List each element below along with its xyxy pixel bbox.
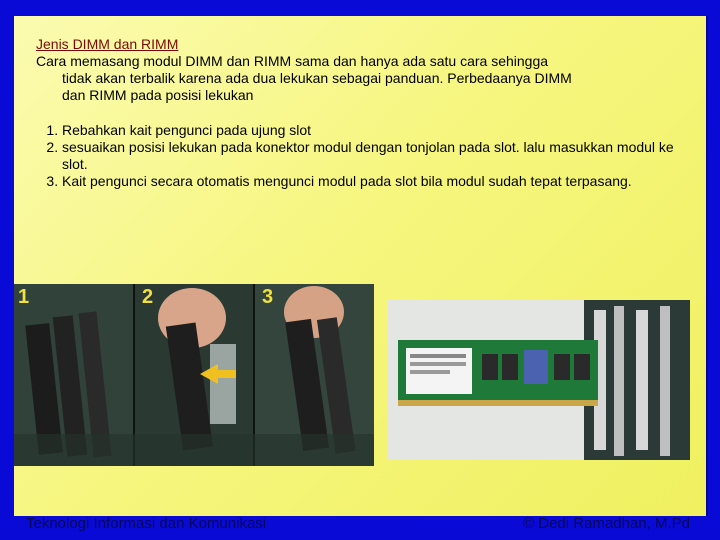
install-step: 2. sesuaikan posisi lekukan pada konektor modul dengan tonjolan pada slot. lalu masukkan modul ke slot. [62, 139, 696, 173]
intro-line-1: Cara memasang modul DIMM dan RIMM sama dan hanya ada satu cara sehingga [36, 53, 549, 69]
intro-line-3: dan RIMM pada posisi lekukan [62, 87, 254, 103]
install-photos [14, 284, 374, 466]
install-photos-image [14, 284, 374, 466]
memory-module-photo [388, 300, 690, 460]
install-step: 3. Kait pengunci secara otomatis mengunci modul pada slot bila modul sudah tepat terpasang. [62, 173, 696, 190]
slide-panel [14, 16, 708, 516]
install-step: 1. Rebahkan kait pengunci pada ujung slot [62, 122, 696, 139]
memory-module-image [388, 300, 690, 460]
footer-author: © Dedi Ramadhan, M.Pd [523, 515, 690, 532]
photo-label-2: 2 [142, 286, 154, 308]
install-steps [36, 122, 696, 190]
slide-text [36, 36, 696, 190]
photo-label-3: 3 [262, 286, 274, 308]
footer-course-title: Teknologi Informasi dan Komunikasi [26, 515, 267, 532]
slide-heading: Jenis DIMM dan RIMM [36, 36, 179, 52]
intro-line-2: tidak akan terbalik karena ada dua lekukan sebagai panduan. Perbedaanya DIMM [62, 70, 572, 86]
photo-label-1: 1 [18, 286, 30, 308]
